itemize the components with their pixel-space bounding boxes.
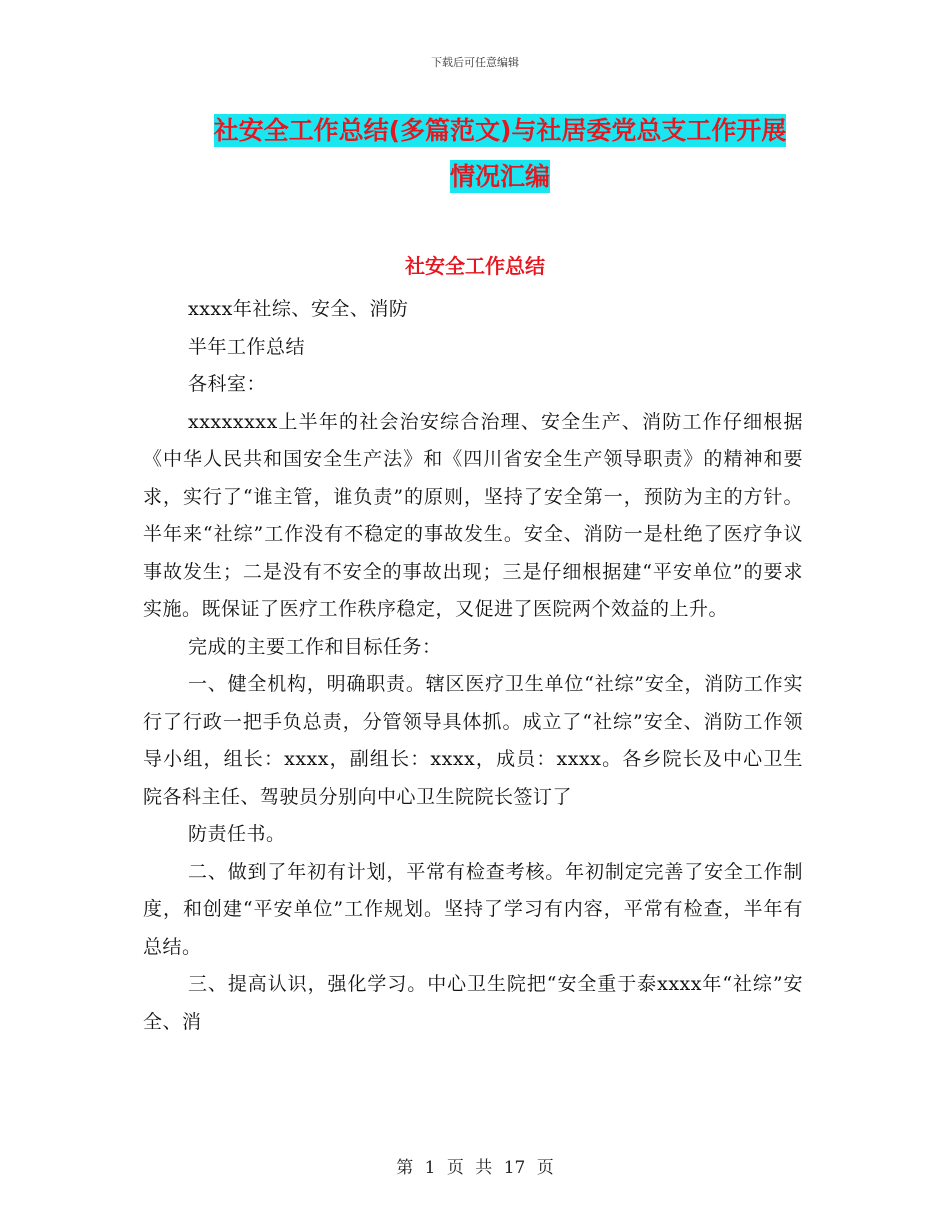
document-title-line-1: 社安全工作总结(多篇范文)与社居委党总支工作开展 xyxy=(213,116,787,145)
paragraph: xxxx年社综、安全、消防 xyxy=(188,298,409,320)
paragraph: 完成的主要工作和目标任务： xyxy=(188,635,442,658)
paragraph: 二、做到了年初有计划，平常有检查考核。年初制定完善了安全工作制度，和创建“平安单位”工作规划。坚持了学习有内容，平常有检查，半年有总结。 xyxy=(143,860,803,958)
page-number-footer: 第 1 页 共 17 页 xyxy=(396,1158,554,1178)
paragraph: xxxxxxxx上半年的社会治安综合治理、安全生产、消防工作仔细根据《中华人民共和国安全生产法》和《四川省安全生产领导职责》的精神和要求，实行了“谁主管，谁负责”的原则，坚持了安全第一，预防为主的方针。半年来“社综”工作没有不稳定的事故发生。安全、消防一是杜绝了医疗争议事故发生；二是没有不安全的事故出现；三是仔细根据建“平安单位”的要求实施。既保证了医疗工作秩序稳定，又促进了医院两个效益的上升。 xyxy=(143,410,803,620)
header-note: 下载后可任意编辑 xyxy=(431,56,519,69)
document-title xyxy=(180,108,820,200)
paragraph: 半年工作总结 xyxy=(188,335,306,358)
paragraph: 一、健全机构，明确职责。辖区医疗卫生单位“社综”安全，消防工作实行了行政一把手负总责，分管领导具体抓。成立了“社综”安全、消防工作领导小组，组长：xxxx，副组长：xxxx，成员：xxxx。各乡院长及中心卫生院各科主任、驾驶员分别向中心卫生院院长签订了 xyxy=(143,673,803,808)
paragraph: 防责任书。 xyxy=(188,823,286,845)
section-title: 社安全工作总结 xyxy=(405,254,545,278)
document-body xyxy=(143,291,803,1041)
document-title-line-2: 情况汇编 xyxy=(449,162,550,191)
paragraph: 三、提高认识，强化学习。中心卫生院把“安全重于泰xxxx年“社综”安全、消 xyxy=(143,973,803,1033)
paragraph: 各科室： xyxy=(188,373,267,395)
